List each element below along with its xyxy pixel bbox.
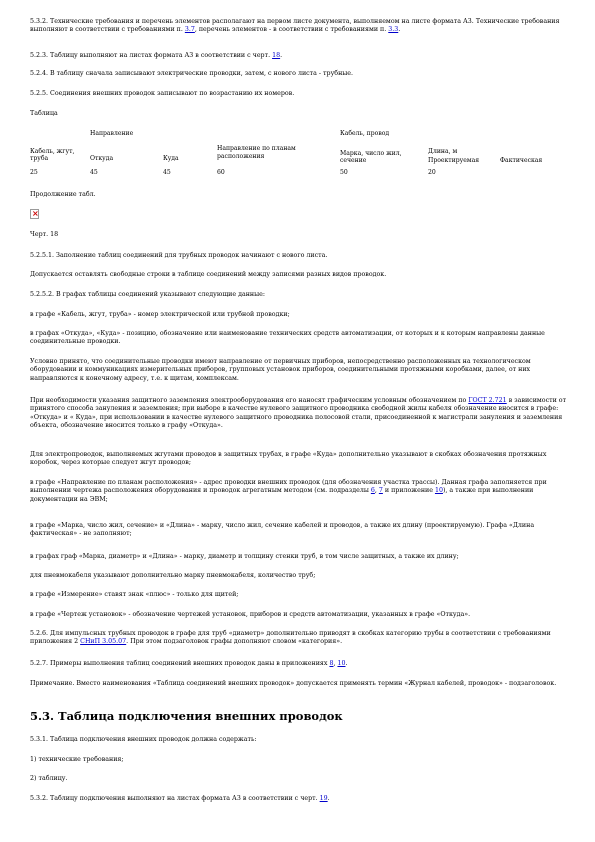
broken-image-icon: ×: [32, 209, 39, 218]
link-appendix-10b[interactable]: 10: [337, 660, 346, 667]
paragraph-5-3-2-top: 5.3.2. Технические требования и перечень элементов располагают на первом листе документа, выполняемом на листе формата А3. Технические требования выполняют в соответствии с требованиями п. 3.7, перечень элементов - в соответствии с требованиями п. 3.3.: [30, 18, 560, 34]
connections-table: [30, 130, 575, 178]
header-mark: Марка, число жил, сечение: [340, 149, 402, 165]
paragraph-5-2-5-1: 5.2.5.1. Заполнение таблиц соединений для трубных проводок начинают с нового листа.: [30, 252, 328, 259]
paragraph-graph-from-to: в графах «Откуда», «Куда» - позицию, обозначение или наименование технических средств автоматизации, от которых и к которым направлены данные соединительные проводки.: [30, 330, 545, 346]
header-cable: Кабель, жгут, труба: [30, 147, 75, 163]
header-plan: Направление по планам расположения: [217, 145, 296, 160]
paragraph-graph-mark: в графе «Марка, число жил, сечение» и «Длина» - марку, число жил, сечение кабелей и проводов, а также их длину (проектируемую). Графа «Длина фактическая» - не заполняют;: [30, 522, 535, 538]
paragraph-note: Примечание. Вместо наименования «Таблица соединений внешних проводок» допускается применять термин «Журнал кабелей, проводок» - подзаголовок.: [30, 680, 557, 687]
header-direction: Направление: [90, 130, 134, 137]
link-section-7[interactable]: 7: [378, 487, 383, 495]
header-length: Длина, м: [428, 147, 458, 155]
header-cable-group: Кабель, провод: [340, 130, 390, 137]
width-to: 45: [163, 169, 171, 176]
paragraph-graph-measurement: в графе «Измерение» ставят знак «плюс» - только для щитей;: [30, 591, 239, 598]
paragraph-electric: Для электропроводок, выполняемых жгутами проводов в защитных трубах, в графе «Куда» дополнительно указывают в скобках обозначения протяжных коробок, через которые следует жгут проводов;: [30, 451, 547, 467]
header-designed: Проектируемая: [428, 157, 480, 165]
table-row-widths: [30, 166, 575, 178]
link-chart-18[interactable]: 18: [272, 52, 281, 59]
paragraph-graph-cable: в графе «Кабель, жгут, труба» - номер электрической или трубной проводки;: [30, 311, 290, 318]
table-caption: Таблица: [30, 110, 58, 117]
paragraph-grounding: При необходимости указания защитного заземления электрооборудования его наносят графическим условным обозначением по ГОСТ 2.721 в зависимости от принятого способа зануления и заземления; при выборе в качестве нулевого защитного проводника свободной жилы кабеля обозначение вносится в графе: «Откуда» и « Куда», при использовании в качестве нулевого защитного проводника полосовой стали, присоединенной к магистрали зануления и заземления объекта, обозначение вносится только в графу «Откуда».: [30, 397, 567, 430]
list-item-2: 2) таблицу.: [30, 775, 68, 782]
header-from: Откуда: [90, 155, 114, 163]
paragraph-5-3-2-bottom: 5.3.2. Таблицу подключения выполняют на листах формата А3 в соответствии с черт. 19.: [30, 795, 330, 802]
link-3-7[interactable]: 3.7: [184, 26, 195, 34]
chart-18-label: Черт. 18: [30, 231, 59, 238]
width-length: 20: [428, 169, 436, 176]
paragraph-conditional: Условно принято, что соединительные проводки имеют направление от первичных приборов, непосредственно расположенных на технологическом оборудовании и коммуникациях измерительных приборов, групповых установок приборов, соединительными протяжными коробками, далее, от них направляются к конечному адресу, т.е. к щитам, комплексам.: [30, 358, 531, 382]
table-header-row-1: [30, 130, 575, 140]
paragraph-5-2-5: 5.2.5. Соединения внешних проводок записывают по возрастанию их номеров.: [30, 90, 295, 97]
paragraph-graph-plan: в графе «Направление по планам расположения» - адрес проводки внешних проводок (для обозначения участка трассы). Данная графа заполняется при выполнении чертежа расположения оборудования и проводок агрегатным методом (см. подразделы 6, 7 и приложение 10), а также при выполнении документации на ЭВМ;: [30, 479, 547, 503]
link-appendix-10[interactable]: 10: [434, 487, 443, 495]
header-actual: Фактическая: [500, 157, 543, 165]
table-header-row-2: [30, 140, 575, 166]
paragraph-5-3-1: 5.3.1. Таблица подключения внешних проводок должна содержать:: [30, 736, 257, 743]
width-mark: 50: [340, 169, 348, 176]
paragraph-5-2-6: 5.2.6. Для импульсных трубных проводок в графе для труб «диаметр» дополнительно приводят в скобках категорию трубы в соответствии с требованиями приложения 2 СНиП 3.05.07. При этом подзаголовок графы дополняют словом «категория».: [30, 630, 551, 646]
paragraph-5-2-7: 5.2.7. Примеры выполнения таблиц соединений внешних проводок даны в приложениях 8, 10.: [30, 660, 348, 667]
header-to: Куда: [163, 155, 179, 163]
link-3-3[interactable]: 3.3: [388, 26, 399, 34]
link-appendix-8[interactable]: 8: [329, 660, 334, 667]
list-item-1: 1) технические требования;: [30, 756, 124, 763]
paragraph-5-2-4: 5.2.4. В таблицу сначала записывают электрические проводки, затем, с нового листа - трубные.: [30, 70, 354, 77]
paragraph-allowed: Допускается оставлять свободные строки в таблице соединений между записями разных видов проводок.: [30, 271, 387, 278]
link-gost-2-721[interactable]: ГОСТ 2.721: [468, 397, 507, 404]
paragraph-5-2-3: 5.2.3. Таблицу выполняют на листах формата А3 в соответствии с черт. 18.: [30, 52, 283, 59]
width-from: 45: [90, 169, 98, 176]
section-heading-5-3: 5.3. Таблица подключения внешних проводок: [30, 709, 343, 723]
paragraph-5-2-5-2: 5.2.5.2. В графах таблицы соединений указывают следующие данные:: [30, 291, 265, 298]
paragraph-graph-installations: в графе «Чертеж установок» - обозначение чертежей установок, приборов и средств автоматизации, указанных в графе «Откуда».: [30, 611, 471, 618]
link-section-6[interactable]: 6: [370, 487, 375, 495]
width-cable: 25: [30, 169, 38, 176]
link-snip-3-05-07[interactable]: СНиП 3.05.07: [80, 638, 127, 646]
paragraph-graph-mark-diameter: в графах граф «Марка, диаметр» и «Длина» - марку, диаметр и толщину стенки труб, в том числе защитных, а также их длину;: [30, 553, 459, 560]
paragraph-pneumocables: для пневмокабеля указывают дополнительно марку пневмокабеля, количество труб;: [30, 572, 316, 579]
width-plan: 60: [217, 169, 225, 176]
link-chart-19[interactable]: 19: [319, 795, 328, 802]
table-continuation: Продолжение табл.: [30, 191, 96, 198]
